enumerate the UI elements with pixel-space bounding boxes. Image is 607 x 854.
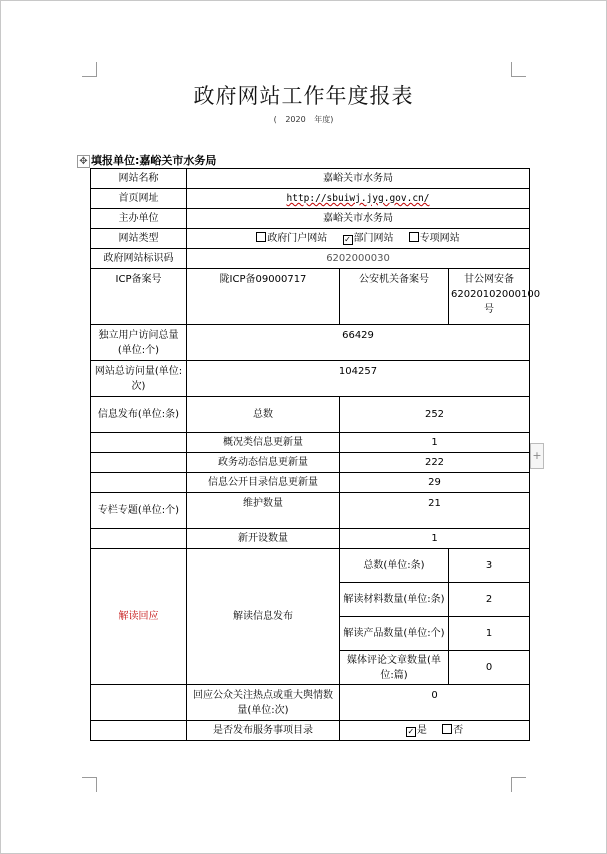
site-type-option-special[interactable]: 专项网站 [409, 233, 460, 244]
host-value: 嘉峪关市水务局 [187, 209, 530, 229]
checkbox-icon[interactable] [256, 232, 266, 242]
interpret-material-value: 2 [449, 583, 530, 617]
news-label: 政务动态信息更新量 [187, 453, 340, 473]
uv-value: 66429 [187, 325, 530, 361]
uv-label: 独立用户访问总量(单位:个) [91, 325, 187, 361]
interpret-product-value: 1 [449, 617, 530, 651]
crop-mark-bottom-left [82, 777, 97, 792]
table-row [91, 473, 530, 493]
catalog-option-yes[interactable]: ✓ 是 [407, 725, 427, 736]
info-total-label: 总数 [187, 397, 340, 433]
maintain-label: 维护数量 [187, 493, 340, 529]
column-label: 专栏专题(单位:个) [91, 493, 187, 529]
site-type-options [187, 229, 530, 249]
site-code-label: 政府网站标识码 [91, 249, 187, 269]
report-table [90, 168, 541, 741]
table-row [91, 269, 530, 325]
site-type-label: 网站类型 [91, 229, 187, 249]
table-row [91, 249, 530, 269]
interpret-media-label: 媒体评论文章数量(单位:篇) [340, 651, 449, 685]
site-name-label: 网站名称 [91, 169, 187, 189]
new-label: 新开设数量 [187, 529, 340, 549]
table-row [91, 453, 530, 473]
interpret-publish-label: 解读信息发布 [187, 549, 340, 685]
interpret-product-label: 解读产品数量(单位:个) [340, 617, 449, 651]
icp-value: 陇ICP备09000717 [187, 269, 340, 325]
overview-label: 概况类信息更新量 [187, 433, 340, 453]
table-row [91, 397, 530, 433]
host-label: 主办单位 [91, 209, 187, 229]
page-title: 政府网站工作年度报表 [193, 84, 414, 108]
interpret-label: 解读回应 [91, 549, 187, 685]
table-row [91, 189, 530, 209]
open-catalog-label: 信息公开目录信息更新量 [187, 473, 340, 493]
checkbox-icon[interactable] [442, 724, 452, 734]
table-row [91, 361, 530, 397]
interpret-material-label: 解读材料数量(单位:条) [340, 583, 449, 617]
police-value: 甘公网安备62020102000100号 [449, 269, 530, 325]
response-value: 0 [340, 685, 530, 721]
checkbox-checked-icon[interactable]: ✓ [407, 727, 415, 736]
year-open: ( [273, 115, 277, 124]
table-row [91, 685, 530, 721]
table-row [91, 721, 530, 741]
pv-label: 网站总访问量(单位:次) [91, 361, 187, 397]
table-row [91, 549, 530, 583]
news-value: 222 [340, 453, 530, 473]
catalog-option-no[interactable]: 否 [442, 725, 463, 736]
icp-label: ICP备案号 [91, 269, 187, 325]
site-type-option-portal[interactable]: 政府门户网站 [256, 233, 327, 244]
report-year [0, 114, 607, 125]
year-value: 2020 [285, 115, 306, 124]
maintain-value: 21 [340, 493, 530, 529]
police-label: 公安机关备案号 [340, 269, 449, 325]
open-catalog-value: 29 [340, 473, 530, 493]
homepage-label: 首页网址 [91, 189, 187, 209]
table-row [91, 325, 530, 361]
crop-mark-top-left [82, 62, 97, 77]
move-handle-icon[interactable]: ✥ [77, 155, 90, 168]
info-total-value: 252 [340, 397, 530, 433]
site-name-value: 嘉峪关市水务局 [187, 169, 530, 189]
table-row [91, 169, 530, 189]
interpret-total-label: 总数(单位:条) [340, 549, 449, 583]
table-row [91, 229, 530, 249]
crop-mark-bottom-right [511, 777, 526, 792]
site-type-option-department[interactable]: ✓ 部门网站 [344, 233, 394, 244]
catalog-label: 是否发布服务事项目录 [187, 721, 340, 741]
checkbox-icon[interactable] [409, 232, 419, 242]
table-row [91, 493, 530, 529]
year-close: 年度) [314, 115, 334, 124]
table-row [91, 529, 530, 549]
new-value: 1 [340, 529, 530, 549]
homepage-link[interactable]: http://sbuiwj.jyg.gov.cn/ [286, 193, 430, 204]
site-code-value: 6202000030 [187, 249, 530, 269]
plus-icon[interactable]: + [530, 443, 544, 469]
checkbox-checked-icon[interactable]: ✓ [344, 235, 351, 244]
interpret-media-value: 0 [449, 651, 530, 685]
table-row [91, 209, 530, 229]
response-label: 回应公众关注热点或重大舆情数量(单位:次) [187, 685, 340, 721]
crop-mark-top-right [511, 62, 526, 77]
interpret-total-value: 3 [449, 549, 530, 583]
pv-value: 104257 [187, 361, 530, 397]
catalog-options [340, 721, 530, 741]
info-label: 信息发布(单位:条) [91, 397, 187, 433]
reporting-unit: 填报单位:嘉峪关市水务局 [91, 154, 217, 167]
table-row [91, 433, 530, 453]
overview-value: 1 [340, 433, 530, 453]
